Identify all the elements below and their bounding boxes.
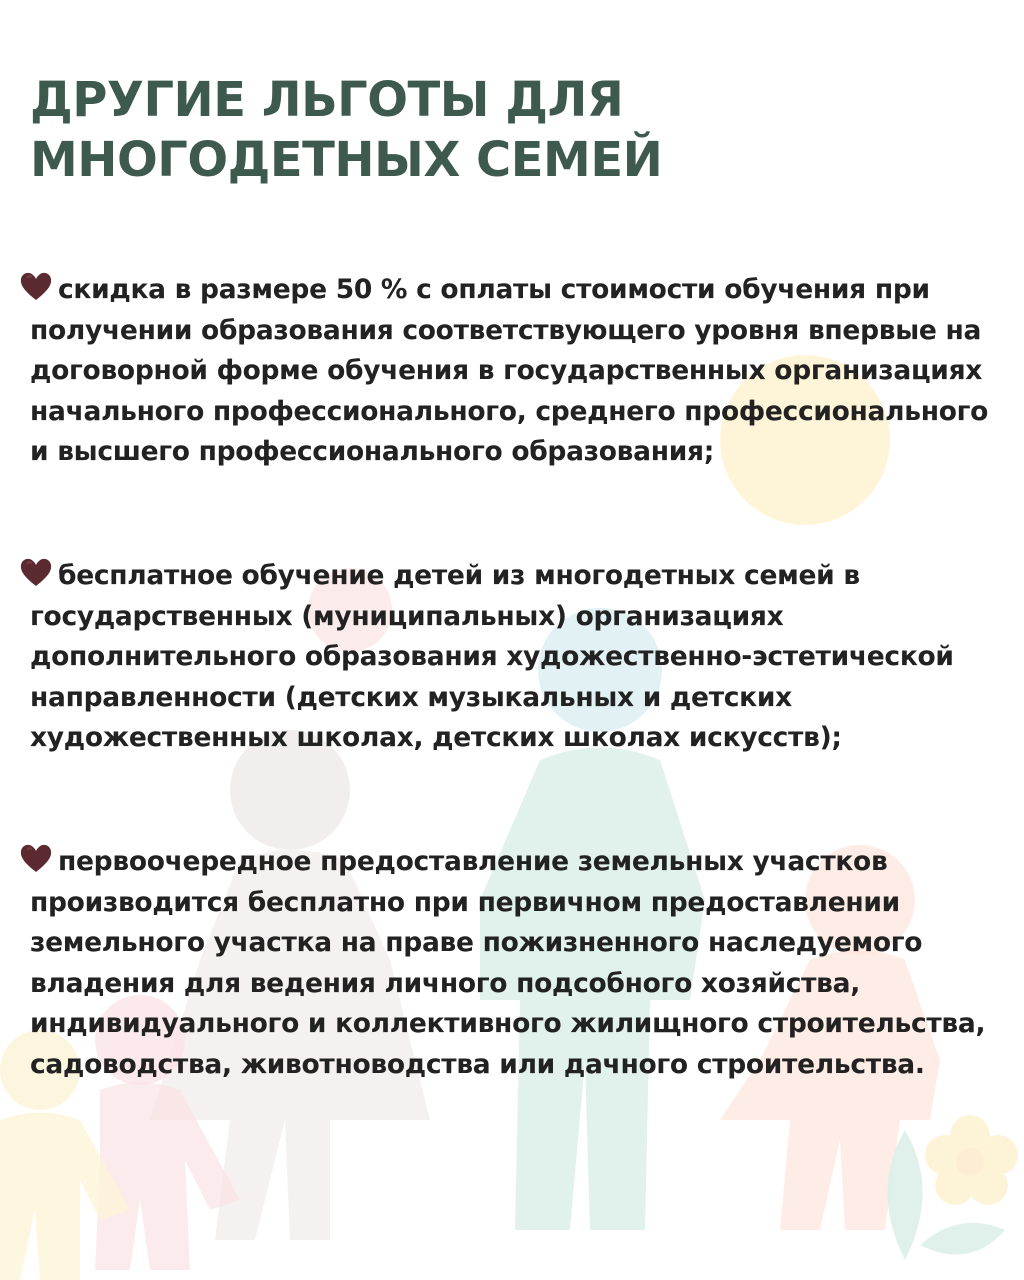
- benefit-item-text: скидка в размере 50 % с оплаты стоимости обучения при получении образования соответствующего уровня впервые на договорной форме обучения в государственных организациях начального профессионального, среднего профессионального и высшего профессионального образования;: [30, 274, 989, 467]
- page-title: ДРУГИЕ ЛЬГОТЫ ДЛЯ МНОГОДЕТНЫХ СЕМЕЙ: [30, 72, 663, 188]
- benefit-item: [30, 270, 1005, 473]
- heart-icon: [18, 556, 54, 588]
- benefit-item-text: бесплатное обучение детей из многодетных семей в государственных (муниципальных) организациях дополнительного образования художественно-эстетической направленности (детских музыкальных и детских художественных школах, детских школах искусств);: [30, 560, 954, 753]
- benefit-item-text: первоочередное предоставление земельных участков производится бесплатно при первичном предоставлении земельного участка на праве пожизненного наследуемого владения для ведения личного подсобного хозяйства, индивидуального и коллективного жилищного строительства, садоводства, животноводства или дачного строительства.: [30, 846, 986, 1080]
- benefit-item: [30, 842, 1005, 1085]
- benefit-item: [30, 556, 1005, 759]
- heart-icon: [18, 842, 54, 874]
- heart-icon: [18, 270, 54, 302]
